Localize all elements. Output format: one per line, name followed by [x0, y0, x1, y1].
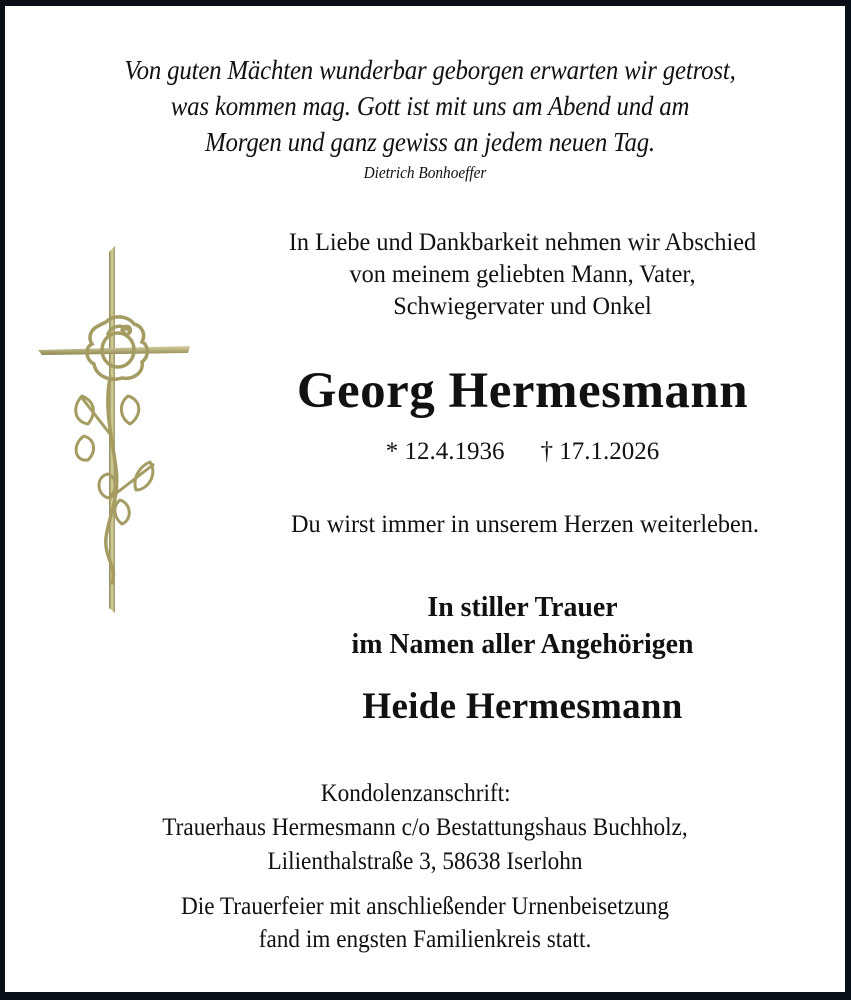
death-date: † 17.1.2026: [540, 438, 660, 465]
intro-line: von meinem geliebten Mann, Vater,: [349, 261, 696, 288]
motto: Du wirst immer in unserem Herzen weiterleben.: [290, 511, 759, 538]
obituary-page: [5, 6, 845, 992]
mourner-name: Heide Hermesmann: [362, 686, 683, 727]
quote-line: Morgen und ganz gewiss an jedem neuen Tag.: [205, 127, 655, 157]
farewell-intro: [210, 227, 836, 323]
quote-author: Dietrich Bonhoeffer: [363, 163, 487, 182]
intro-line: Schwiegervater und Onkel: [393, 293, 652, 320]
bonhoeffer-quote: [48, 52, 812, 160]
condolence-address: [34, 777, 815, 879]
mourning-line: im Namen aller Angehörigen: [351, 628, 694, 660]
funeral-note: [34, 890, 815, 956]
life-dates: [200, 436, 845, 468]
funeral-line: Die Trauerfeier mit anschließender Urnenbeisetzung: [180, 893, 670, 920]
intro-line: In Liebe und Dankbarkeit nehmen wir Abschied: [288, 229, 757, 256]
mourning-line: In stiller Trauer: [427, 591, 618, 623]
birth-date: * 12.4.1936: [385, 438, 505, 465]
cross-with-rose-icon: [30, 238, 200, 618]
mourning-note: [213, 589, 832, 663]
address-line: Lilienthalstraße 3, 58638 Iserlohn: [267, 848, 583, 875]
funeral-line: fand im engsten Familienkreis statt.: [258, 926, 592, 953]
condolence-label: Kondolenzanschrift:: [320, 780, 511, 807]
quote-line: Von guten Mächten wunderbar geborgen erwarten wir getrost,: [124, 55, 736, 85]
address-line: Trauerhaus Hermesmann c/o Bestattungshaus Buchholz,: [162, 814, 688, 841]
deceased-name: Georg Hermesmann: [296, 363, 749, 419]
quote-line: was kommen mag. Gott ist mit uns am Abend und am: [170, 91, 690, 121]
